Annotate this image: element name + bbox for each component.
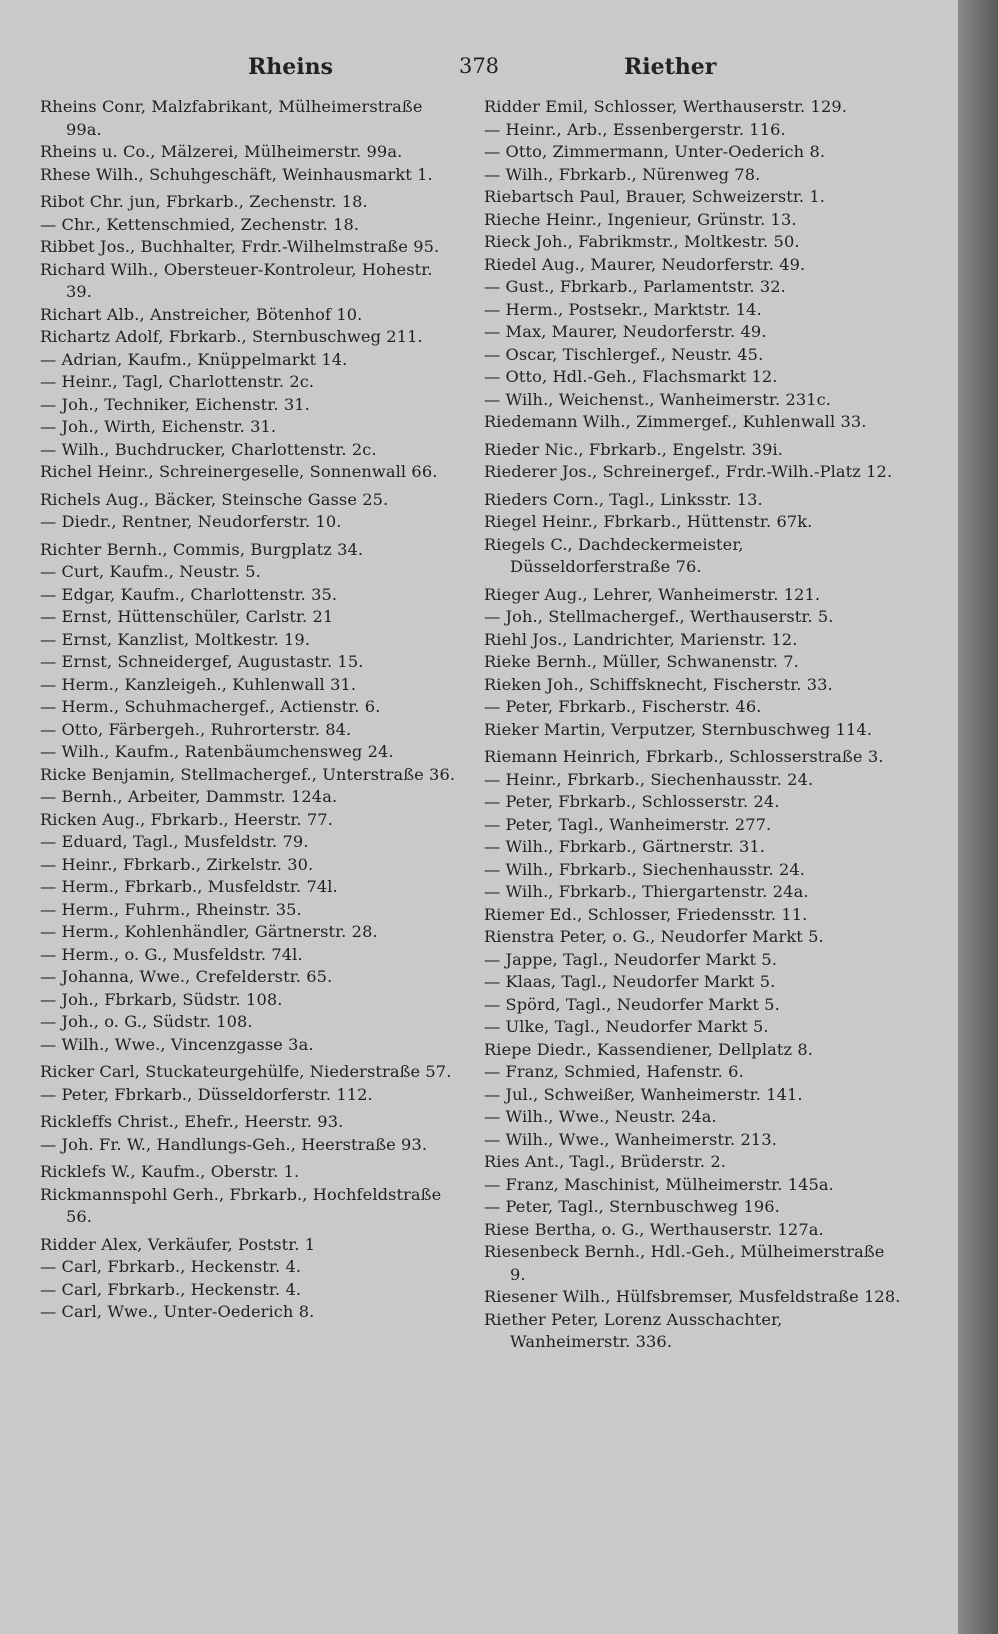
directory-entry: — Wilh., Wwe., Vincenzgasse 3a. — [40, 1034, 314, 1054]
directory-entry: — Carl, Fbrkarb., Heckenstr. 4. — [40, 1257, 302, 1276]
directory-entry: Rickmannspohl Gerh., Fbrkarb., Hochfeldstraße 56. — [40, 1184, 442, 1226]
directory-entry: — Jappe, Tagl., Neudorfer Markt 5. — [484, 949, 777, 969]
directory-entry: Richels Aug., Bäcker, Steinsche Gasse 25. — [40, 489, 389, 509]
directory-entry: Ridder Alex, Verkäufer, Poststr. 1 — [40, 1234, 316, 1254]
directory-entry: — Carl, Fbrkarb., Heckenstr. 4. — [40, 1279, 302, 1299]
directory-entry: Rienstra Peter, o. G., Neudorfer Markt 5. — [484, 927, 824, 946]
directory-entry: — Carl, Wwe., Unter-Oederich 8. — [40, 1302, 315, 1321]
directory-entry: Ries Ant., Tagl., Brüderstr. 2. — [484, 1152, 726, 1171]
directory-entry: — Peter, Tagl., Sternbuschweg 196. — [484, 1197, 780, 1216]
directory-entry: — Jul., Schweißer, Wanheimerstr. 141. — [484, 1084, 803, 1104]
directory-entry: Rieger Aug., Lehrer, Wanheimerstr. 121. — [484, 584, 821, 604]
directory-entry: — Peter, Fbrkarb., Düsseldorferstr. 112. — [40, 1084, 373, 1104]
directory-entry: — Johanna, Wwe., Crefelderstr. 65. — [40, 967, 333, 986]
page-number: 378 — [458, 54, 500, 78]
directory-entry: — Wilh., Buchdrucker, Charlottenstr. 2c. — [40, 439, 377, 459]
directory-entry: — Otto, Zimmermann, Unter-Oederich 8. — [484, 142, 826, 161]
directory-entry: — Herm., Kanzleigeh., Kuhlenwall 31. — [40, 674, 357, 694]
directory-entry: — Wilh., Wwe., Neustr. 24a. — [484, 1107, 717, 1126]
directory-entry: — Herm., Fuhrm., Rheinstr. 35. — [40, 899, 302, 919]
directory-entry: — Otto, Hdl.-Geh., Flachsmarkt 12. — [484, 367, 778, 386]
directory-entry: — Bernh., Arbeiter, Dammstr. 124a. — [40, 787, 338, 806]
directory-entry: — Wilh., Fbrkarb., Thiergartenstr. 24a. — [484, 882, 809, 901]
directory-entry: — Otto, Färbergeh., Ruhrorterstr. 84. — [40, 719, 352, 739]
directory-entry: Ricker Carl, Stuckateurgehülfe, Niederstraße 57. — [40, 1062, 452, 1081]
directory-entry: Riepe Diedr., Kassendiener, Dellplatz 8. — [484, 1039, 813, 1059]
directory-entry: Richter Bernh., Commis, Burgplatz 34. — [40, 539, 364, 559]
directory-entry: Rhese Wilh., Schuhgeschäft, Weinhausmarkt 1. — [40, 164, 433, 184]
directory-entry: Ricken Aug., Fbrkarb., Heerstr. 77. — [40, 809, 333, 829]
directory-entry: — Curt, Kaufm., Neustr. 5. — [40, 562, 261, 581]
directory-entry: Rieder Nic., Fbrkarb., Engelstr. 39i. — [484, 439, 783, 459]
directory-entry: Riemer Ed., Schlosser, Friedensstr. 11. — [484, 904, 808, 924]
directory-entry: Richartz Adolf, Fbrkarb., Sternbuschweg 211. — [40, 327, 423, 346]
directory-entry: Ribot Chr. jun, Fbrkarb., Zechenstr. 18. — [40, 192, 368, 211]
directory-entry: — Wilh., Weichenst., Wanheimerstr. 231c. — [484, 389, 832, 409]
directory-entry: Ribbet Jos., Buchhalter, Frdr.-Wilhelmstraße 95. — [40, 237, 440, 256]
directory-entry: — Wilh., Kaufm., Ratenbäumchensweg 24. — [40, 742, 394, 761]
directory-entry: — Herm., Schuhmachergef., Actienstr. 6. — [40, 697, 381, 716]
directory-entry: — Chr., Kettenschmied, Zechenstr. 18. — [40, 214, 360, 234]
directory-entry: — Max, Maurer, Neudorferstr. 49. — [484, 322, 767, 341]
directory-entry: Rickleffs Christ., Ehefr., Heerstr. 93. — [40, 1112, 344, 1131]
directory-entry: — Wilh., Fbrkarb., Siechenhausstr. 24. — [484, 859, 805, 879]
directory-entry: — Joh., o. G., Südstr. 108. — [40, 1012, 253, 1031]
directory-entry: Ricklefs W., Kaufm., Oberstr. 1. — [40, 1162, 300, 1181]
directory-entry: — Franz, Schmied, Hafenstr. 6. — [484, 1062, 744, 1081]
directory-entry: Riederer Jos., Schreinergef., Frdr.-Wilh.-Platz 12. — [484, 462, 893, 481]
directory-entry: — Ernst, Schneidergef, Augustastr. 15. — [40, 652, 364, 671]
directory-entry: — Herm., Postsekr., Marktstr. 14. — [484, 299, 762, 319]
directory-entry: Richard Wilh., Obersteuer-Kontroleur, Hohestr. 39. — [40, 259, 433, 301]
left-column — [40, 96, 460, 1324]
directory-entry: Riehl Jos., Landrichter, Marienstr. 12. — [484, 629, 798, 649]
directory-entry: Rieke Bernh., Müller, Schwanenstr. 7. — [484, 652, 799, 671]
directory-entry: — Herm., Fbrkarb., Musfeldstr. 74l. — [40, 877, 338, 896]
directory-entry: — Franz, Maschinist, Mülheimerstr. 145a. — [484, 1174, 834, 1194]
directory-entry: Riegels C., Dachdeckermeister, Düsseldorferstraße 76. — [484, 534, 744, 576]
directory-entry: — Klaas, Tagl., Neudorfer Markt 5. — [484, 972, 776, 991]
directory-entry: Richart Alb., Anstreicher, Bötenhof 10. — [40, 304, 363, 324]
directory-entry: Ricke Benjamin, Stellmachergef., Unterstraße 36. — [40, 764, 456, 784]
directory-entry: Riebartsch Paul, Brauer, Schweizerstr. 1. — [484, 187, 826, 206]
directory-entry: — Spörd, Tagl., Neudorfer Markt 5. — [484, 994, 780, 1014]
directory-entry: — Joh. Fr. W., Handlungs-Geh., Heerstraße 93. — [40, 1134, 428, 1154]
directory-entry: Riedel Aug., Maurer, Neudorferstr. 49. — [484, 254, 806, 274]
running-head-left: Rheins — [248, 54, 334, 80]
directory-entry: — Wilh., Fbrkarb., Gärtnerstr. 31. — [484, 837, 766, 856]
directory-entry: Riether Peter, Lorenz Ausschachter, Wanheimerstr. 336. — [484, 1309, 783, 1351]
directory-entry: — Edgar, Kaufm., Charlottenstr. 35. — [40, 584, 338, 604]
page-edge — [958, 0, 998, 1634]
directory-entry: Richel Heinr., Schreinergeselle, Sonnenwall 66. — [40, 462, 438, 481]
directory-entry: Rieders Corn., Tagl., Linksstr. 13. — [484, 489, 763, 509]
directory-entry: — Joh., Stellmachergef., Werthauserstr. 5. — [484, 607, 834, 626]
running-head-right: Riether — [624, 54, 717, 80]
directory-entry: — Ulke, Tagl., Neudorfer Markt 5. — [484, 1017, 769, 1036]
directory-entry: Rheins u. Co., Mälzerei, Mülheimerstr. 99a. — [40, 142, 403, 161]
directory-entry: — Joh., Fbrkarb, Südstr. 108. — [40, 989, 283, 1009]
directory-entry: Riegel Heinr., Fbrkarb., Hüttenstr. 67k. — [484, 512, 813, 531]
directory-entry: — Peter, Tagl., Wanheimerstr. 277. — [484, 814, 772, 834]
directory-entry: Rieche Heinr., Ingenieur, Grünstr. 13. — [484, 209, 797, 229]
directory-entry: — Joh., Techniker, Eichenstr. 31. — [40, 394, 310, 414]
directory-entry: — Oscar, Tischlergef., Neustr. 45. — [484, 344, 764, 364]
directory-entry: Rieker Martin, Verputzer, Sternbuschweg 114. — [484, 719, 873, 739]
directory-entry: Ridder Emil, Schlosser, Werthauserstr. 129. — [484, 97, 847, 116]
directory-entry: — Joh., Wirth, Eichenstr. 31. — [40, 417, 277, 436]
directory-entry: — Heinr., Arb., Essenbergerstr. 116. — [484, 119, 786, 139]
directory-entry: — Ernst, Kanzlist, Moltkestr. 19. — [40, 629, 311, 649]
directory-entry: — Adrian, Kaufm., Knüppelmarkt 14. — [40, 349, 348, 369]
directory-entry: — Herm., Kohlenhändler, Gärtnerstr. 28. — [40, 922, 378, 941]
directory-entry: — Diedr., Rentner, Neudorferstr. 10. — [40, 512, 342, 531]
directory-entry: Riemann Heinrich, Fbrkarb., Schlosserstraße 3. — [484, 747, 884, 766]
directory-entry: Rieken Joh., Schiffsknecht, Fischerstr. 33. — [484, 674, 833, 694]
directory-entry: Rheins Conr, Malzfabrikant, Mülheimerstraße 99a. — [40, 97, 423, 139]
directory-entry: Riese Bertha, o. G., Werthauserstr. 127a. — [484, 1219, 824, 1239]
directory-entry: — Heinr., Fbrkarb., Zirkelstr. 30. — [40, 854, 314, 874]
directory-entry: Riesener Wilh., Hülfsbremser, Musfeldstraße 128. — [484, 1287, 901, 1306]
directory-entry: — Gust., Fbrkarb., Parlamentstr. 32. — [484, 277, 786, 296]
directory-entry: — Wilh., Fbrkarb., Nürenweg 78. — [484, 164, 761, 184]
directory-entry: Riesenbeck Bernh., Hdl.-Geh., Mülheimerstraße 9. — [484, 1242, 885, 1284]
directory-entry: Rieck Joh., Fabrikmstr., Moltkestr. 50. — [484, 232, 800, 251]
directory-entry: Riedemann Wilh., Zimmergef., Kuhlenwall 33. — [484, 412, 867, 431]
directory-entry: — Eduard, Tagl., Musfeldstr. 79. — [40, 832, 309, 851]
directory-entry: — Heinr., Fbrkarb., Siechenhausstr. 24. — [484, 769, 814, 789]
right-column — [484, 96, 904, 1354]
directory-entry: — Heinr., Tagl, Charlottenstr. 2c. — [40, 372, 315, 391]
directory-entry: — Peter, Fbrkarb., Schlosserstr. 24. — [484, 792, 780, 811]
directory-entry: — Herm., o. G., Musfeldstr. 74l. — [40, 944, 303, 964]
directory-entry: — Wilh., Wwe., Wanheimerstr. 213. — [484, 1129, 777, 1149]
directory-entry: — Peter, Fbrkarb., Fischerstr. 46. — [484, 697, 762, 716]
directory-entry: — Ernst, Hüttenschüler, Carlstr. 21 — [40, 607, 334, 626]
